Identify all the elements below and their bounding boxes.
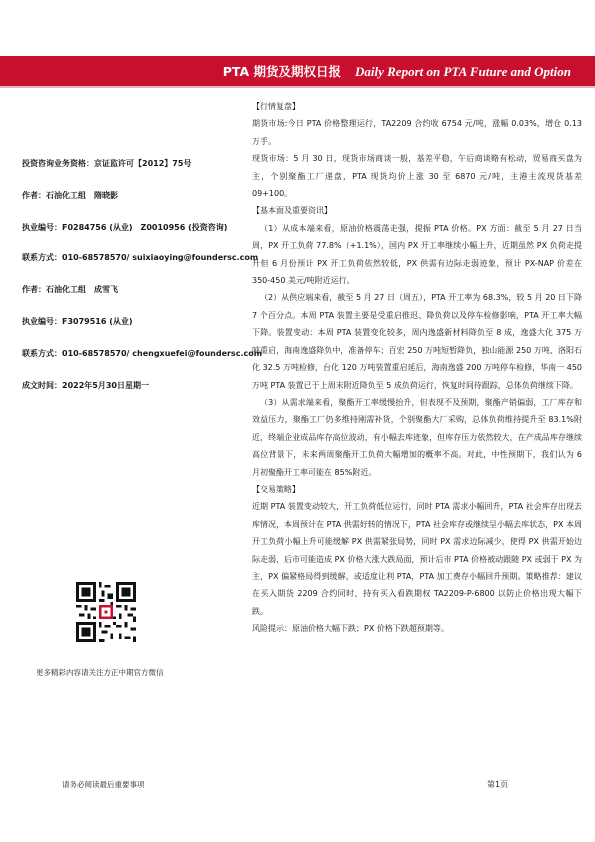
contact-1: 联系方式：010-68578570/ suixiaoying@foundersc.com <box>22 253 259 262</box>
report-title-cn: PTA 期货及期权日报 <box>222 64 341 79</box>
market-futures-paragraph: 期货市场:今日 PTA 价格整理运行，TA2209 合约收 6754 元/吨，涨幅 0.03%，增仓 0.13 万手。 <box>252 119 582 146</box>
section-title-market: 【行情复盘】 <box>252 102 300 111</box>
author-2: 作者：石油化工组 成雪飞 <box>22 285 118 294</box>
author-1: 作者：石油化工组 隋晓影 <box>22 191 118 200</box>
license-1: 执业编号：F0284756 (从业) Z0010956 (投资咨询) <box>22 223 228 232</box>
qualification-text: 投资咨询业务资格：京证监许可【2012】75号 <box>22 159 192 168</box>
wechat-caption: 更多精彩内容请关注方正中期官方微信 <box>36 668 164 677</box>
fundamentals-demand-paragraph: （3）从需求端来看，聚酯开工率缓慢抬升，但表现不及预期，聚酯产销偏弱，工厂库存和效益压力，聚酯工厂仍多维持刚需补货，个别聚酯大厂采购，总体负荷维持提升至 83.1%附近，终端企业成品库存高位波动，有小幅去库迹象，但库存压力依然较大，在产成品库存继续高位背景下，未来两周聚酯开工负荷大幅增加的概率不高。对此，中性预期下，我们认为 6 月初聚酯开工率可能在 85%附近。 <box>252 397 582 477</box>
strategy-paragraph: 近期 PTA 装置变动较大，开工负荷低位运行，同时 PTA 需求小幅回升，PTA 社会库存出现去库情况，本周预计在 PTA 供需好转的情况下，PTA 社会库存或继续呈小幅去库状态，PX 本周开工负荷小幅上升可能缓解 PX 供需紧张局势，同时 PX 需求边际减少，使得 PX 供需开始边际走弱，后市可能造成 PX 价格大涨大跌局面，预计后市 PTA 价格被动跟随 PX 或弱于 PX 为主，PX 偏紧格局得到缓解，或适度让利 PTA，PTA 加工费存小幅回升预期。策略推荐：建议在买入期货 2209 合约同时，持有买入看跌期权 TA2209-P-6800 以防止价格出现大幅下跌。 <box>252 502 582 616</box>
contact-2: 联系方式：010-68578570/ chengxuefei@foundersc.com <box>22 349 263 358</box>
fundamentals-supply-paragraph: （2）从供应端来看，截至 5 月 27 日（周五），PTA 开工率为 68.3%，较 5 月 20 日下降 7 个百分点。本周 PTA 装置主要是受重启推迟、降负荷以及停车检修影响，PTA 开工率大幅下降。装置变动：本周 PTA 装置变化较多，周内逸盛新材料降负至 8 成，逸盛大化 375 万吨重启，海南逸盛降负中，准备停车；百宏 250 万吨短暂降负，独山能源 250 万吨、洛阳石化 32.5 万吨检修，台化 120 万吨装置重启延后，海南逸盛 200 万吨停车检修，华南一 450 万吨 PTA 装置已于上周末附近降负至 5 成负荷运行，恢复时间待跟踪，总体负荷继续下降。 <box>252 293 582 390</box>
header-divider <box>0 86 595 88</box>
risk-paragraph: 风险提示：原油价格大幅下跌；PX 价格下跌超预期等。 <box>252 624 449 634</box>
fundamentals-cost-paragraph: （1）从成本端来看，原油价格震荡走强，提振 PTA 价格。PX 方面：截至 5 月 27 日当周，PX 开工负荷 77.8%（+1.1%），国内 PX 开工率继续小幅上升，近期虽然 PX 负荷走提升但 6 月份预计 PX 开工负荷依然较低，PX 供需有边际走弱迹象，预计 PX-NAP 价差在 350-450 美元/吨附近运行。 <box>252 223 582 286</box>
report-title <box>223 62 571 80</box>
report-title-en: Daily Report on PTA Future and Option <box>355 64 571 79</box>
page-number: 第1页 <box>487 780 509 789</box>
report-body <box>252 98 582 638</box>
report-header-bar <box>0 56 595 86</box>
wechat-qr-code <box>76 582 136 642</box>
publish-date: 成文时间：2022年5月30日星期一 <box>22 381 149 390</box>
market-spot-paragraph: 现货市场：5 月 30 日，现货市场商谈一般，基差平稳，午后商谈略有松动，贸易商买盘为主，个别聚酯工厂递盘，PTA 现货均价上涨 30 至 6870 元/吨，主港主流现货基差 09+100。 <box>252 154 582 199</box>
license-2: 执业编号：F3079516 (从业) <box>22 317 133 326</box>
section-title-strategy: 【交易策略】 <box>252 484 300 494</box>
disclaimer-note: 请务必阅读最后重要事项 <box>62 780 145 789</box>
section-title-fundamentals: 【基本面及重要资讯】 <box>252 206 332 216</box>
